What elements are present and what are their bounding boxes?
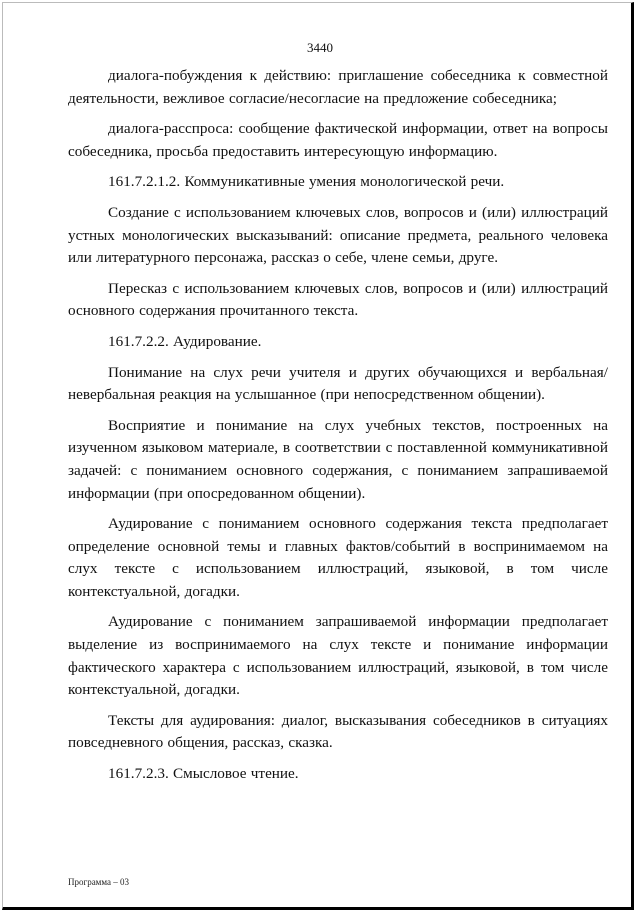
paragraph-dialog-inquiry: диалога-расспроса: сообщение фактической информации, ответ на вопросы собеседника, просьба предоставить интересующую информацию. [68, 120, 608, 160]
paragraph-listening-main-content: Аудирование с пониманием основного содержания текста предполагает определение основной темы и главных фактов/событий в воспринимаемом на слух тексте с использованием иллюстраций, языковой, в том числе контекстуальной, догадки. [68, 515, 608, 600]
page-number: 3440 [307, 40, 333, 55]
paragraph-listening-understanding: Понимание на слух речи учителя и других обучающихся и вербальная/невербальная реакция на услышанное (при непосредственном общении). [68, 363, 608, 404]
paragraph-dialog-prompting: диалога-побуждения к действию: приглашение собеседника к совместной деятельности, вежливое согласие/несогласие на предложение собеседника; [68, 67, 608, 107]
paragraph-perception-texts: Восприятие и понимание на слух учебных текстов, построенных на изученном языковом материале, в соответствии с поставленной коммуникативной задачей: с пониманием основного содержания, с пониманием запрашиваемой информации (при опосредованном общении). [68, 416, 608, 502]
section-heading-listening: 161.7.2.2. Аудирование. [108, 332, 262, 350]
paragraph-monologue-creation: Создание с использованием ключевых слов, вопросов и (или) иллюстраций устных монологических высказываний: описание предмета, реального человека или литературного персонажа, рассказ о себе, члене семьи, друге. [68, 203, 608, 267]
footer-program-label: Программа – 03 [68, 877, 130, 887]
paragraph-listening-texts: Тексты для аудирования: диалог, высказывания собеседников в ситуациях повседневного общения, рассказ, сказка. [68, 711, 608, 752]
document-body [68, 65, 608, 794]
paragraph-retelling: Пересказ с использованием ключевых слов, вопросов и (или) иллюстраций основного содержания прочитанного текста. [68, 279, 608, 320]
section-heading-monologue: 161.7.2.1.2. Коммуникативные умения монологической речи. [108, 173, 505, 191]
paragraph-listening-requested-info: Аудирование с пониманием запрашиваемой информации предполагает выделение из воспринимаемого на слух тексте и понимание информации фактического характера с использованием иллюстраций, языковой, в том числе контекстуальной, догадки. [68, 613, 608, 699]
section-heading-reading: 161.7.2.3. Смысловое чтение. [108, 765, 299, 783]
